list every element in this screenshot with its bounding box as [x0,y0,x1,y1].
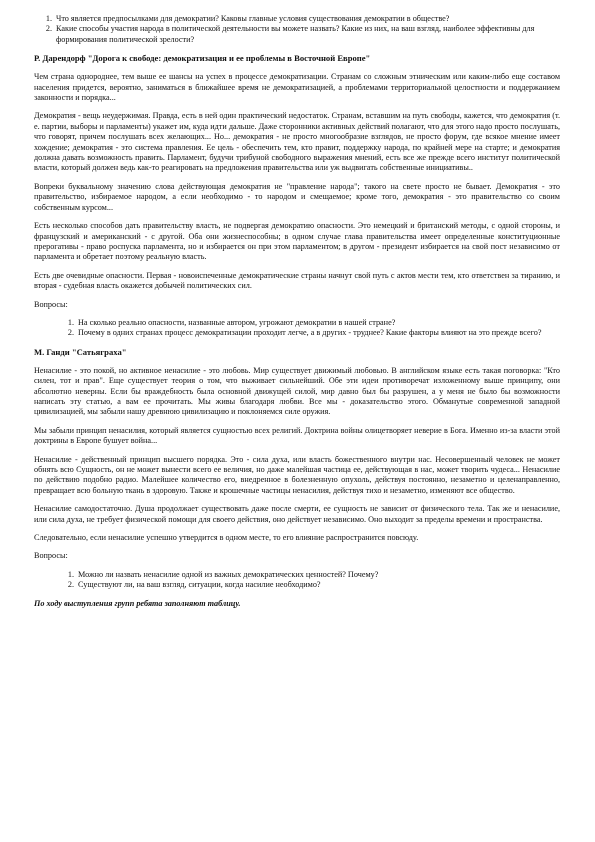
question-text: Можно ли назвать ненасилие одной из важных демократических ценностей? Почему? [78,569,379,579]
document-content [34,14,560,609]
paragraph: Ненасилие - это покой, но активное ненасилие - это любовь. Мир существует движимый любовью. В английском языке есть такая поговорка: "Кто силен, тот и прав". Еще существует теория о том, что выживает сильнейший. Обе эти идеи противоречат изложенному выше принципу, они абсолютно неверны. Если бы враждебность была основной движущей силой, мир давно был бы разрушен, а у меня не было бы возможности написать эту статью, а вам ее прочитать. Мы живы благодаря любви. Все мы - доказательство этого. Обманутые современной западной цивилизацией, мы забыли нашу древнюю цивилизацию и поклоняемся силе оружия. [34,365,560,417]
paragraph: Демократия - вещь неудержимая. Правда, есть в ней один практический недостаток. Странам, вставшим на путь свободы, кажется, что демократия (т. е. партии, выборы и парламенты) укажет им, куда идти дальше. Даже сторонники активных действий полагают, что для этого надо просто послушать, что говорят, причем послушать всех желающих... Но... демократия - не просто многообразие взглядов, не просто форум, где всякое мнение имеет хождение; демократия - это система правления. Ее цель - обеспечить тем, кто правит, поддержку народа, по крайней мере на старте; и демократия должна давать возможность править. Парламент, будучи трибуной свободного выражения мнений, есть все же прежде всего институт политической власти, который должен ведь как-то реагировать на предложения правительства или уж выдвигать собственные инициативы.. [34,111,560,173]
question-list [34,570,560,591]
paragraph: Чем страна однороднее, тем выше ее шансы на успех в процессе демократизации. Странам со сложным этническим или каким-либо еще составом населения придется, вероятно, заниматься в ближайшее время не демократизацией, а проблемами территориальной целостности и поддержанием законности и порядка... [34,72,560,103]
question-text: На сколько реально опасности, названные автором, угрожают демократии в нашей стране? [78,317,396,327]
list-number: 1. [67,569,74,579]
list-item [56,580,560,590]
closing-note: По ходу выступления групп ребята заполняют таблицу. [34,598,241,608]
paragraph: Есть несколько способов дать правительству власть, не подвергая демократию опасности. Это немецкий и британский методы, с одной стороны, и французский и американский - с другой. Оба они жизнеспособны; в одном случае глава правительства имеет определенные конституционные прерогативы - право роспуска парламента, но и избирается он при этом парламентом; в другом - президент избирается на свой пост независимо от парламента и обретает поэтому реальную власть. [34,221,560,262]
paragraph: Вопреки буквальному значению слова действующая демократия не "правление народа"; такого на свете просто не бывает. Демократия - это правительство, избираемое народом, а если необходимо - то народом и смещаемое; кроме того, демократия - это правительство со своим собственным курсом... [34,181,560,212]
list-item [56,570,560,580]
paragraph: Есть две очевидные опасности. Первая - новоиспеченные демократические страны начнут свой путь с актов мести тем, кто ответствен за тиранию, и вторая - судебная власть окажется добычей политических сил. [34,270,560,291]
section-title-darendorf: Р. Дарендорф "Дорога к свободе: демократизация и ее проблемы в Восточной Европе" [34,53,371,64]
list-number: 2. [67,328,74,338]
list-item [56,318,560,328]
question-text: Существуют ли, на ваш взгляд, ситуации, когда насилие необходимо? [78,580,321,590]
list-number: 2. [67,580,74,590]
questions-label: Вопросы: [34,551,68,561]
list-number: 1. [45,14,52,23]
paragraph: Ненасилие - действенный принцип высшего порядка. Это - сила духа, или власть божественного внутри нас. Несовершенный человек не может обнять всю Сущность, он не может вынести всего ее величия, но даже малейшая частица ее, действующая в нас, может творить чудеса... Ненасилие по действию подобно радио. Малейшее количество его, внедренное в болезненную опухоль, действуя постоянно, незаметно и целенаправленно, превращает всю больную ткань в здоровую. Также и крошечные частицы ненасилия, действуя тихо и незаметно, изменяют все общество. [34,454,560,495]
question-text: Какие способы участия народа в политической деятельности вы можете назвать? Какие из них, на ваш взгляд, наиболее эффективны для формирования политической зрелости? [56,24,535,44]
section-title-gandhi: М. Ганди "Сатьяграха" [34,346,127,357]
question-list [34,318,560,339]
questions-label: Вопросы: [34,299,68,309]
paragraph: Мы забыли принцип ненасилия, который является сущностью всех религий. Доктрина войны олицетворяет неверие в Бога. Именно из-за власти этой доктрины в Европе бушует война... [34,425,560,446]
list-number: 2. [45,24,52,34]
list-item [34,24,560,45]
question-text: Что является предпосылками для демократии? Каковы главные условия существования демократии в обществе? [56,14,450,23]
paragraph: Следовательно, если ненасилие успешно утвердится в одном месте, то его влияние распространится повсюду. [34,533,419,543]
list-number: 1. [67,317,74,327]
question-text: Почему в одних странах процесс демократизации проходит легче, а в других - труднее? Какие факторы влияют на это прежде всего? [78,328,542,338]
paragraph: Ненасилие самодостаточно. Душа продолжает существовать даже после смерти, ее сущность не зависит от физического тела. Так же и ненасилие, или сила духа, не требует физической помощи для своего действия, оно действует независимо. Оно выходит за пределы времени и пространства. [34,504,560,524]
intro-question-list [34,14,560,45]
list-item [56,328,560,338]
list-item [34,14,560,24]
